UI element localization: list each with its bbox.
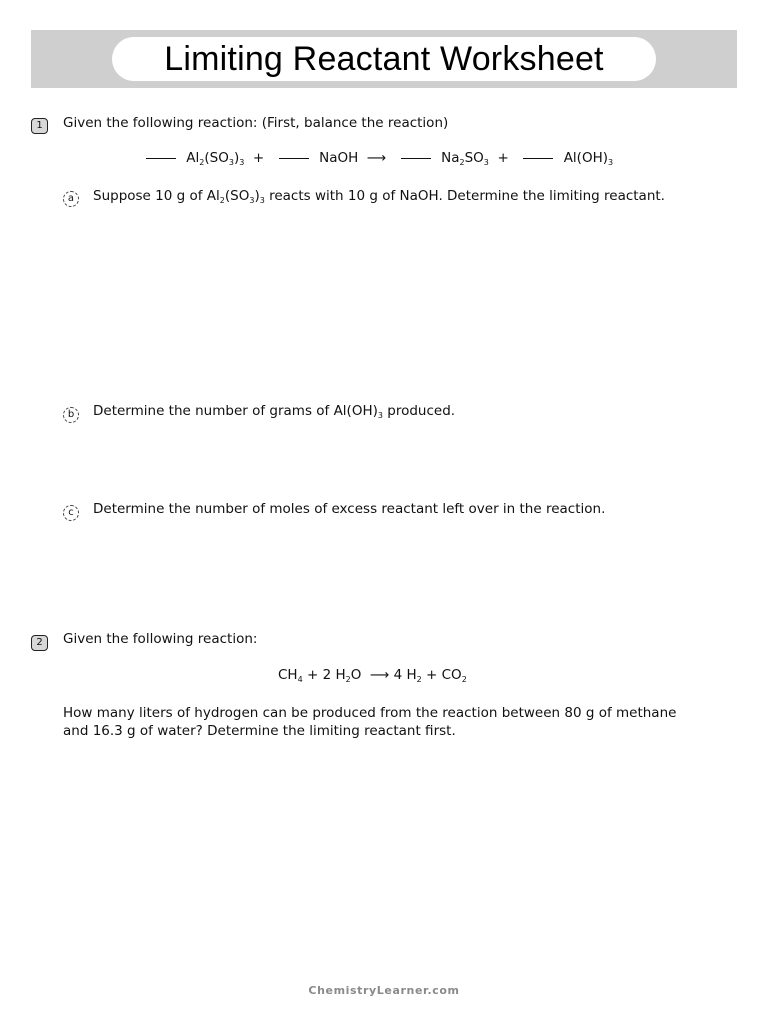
question-2-text-line-2: and 16.3 g of water? Determine the limiting reactant first. <box>63 723 456 739</box>
arrow-icon: ⟶ <box>369 667 390 683</box>
blank-line[interactable] <box>401 158 431 159</box>
question-number-badge: 1 <box>31 118 48 134</box>
footer-credit: ChemistryLearner.com <box>308 984 460 997</box>
question-2-prompt: Given the following reaction: <box>63 631 258 647</box>
page-title: Limiting Reactant Worksheet <box>112 37 656 81</box>
question-2-equation: $CH_4 + 2$ $H_2O$ ⟶ 4 $H_2 + CO_2$ <box>278 667 467 684</box>
sub-question-badge: b <box>63 407 79 423</box>
question-1b-text: Determine the number of grams of $Al(OH)_3$ produced. <box>93 403 456 420</box>
blank-line[interactable] <box>146 158 176 159</box>
sub-question-badge: a <box>63 191 79 207</box>
blank-line[interactable] <box>523 158 553 159</box>
question-2-text-line-1: How many liters of hydrogen can be produced from the reaction between 80 g of methane <box>63 705 677 721</box>
question-1-equation: $Al_2(SO_3)_3$ + NaOH ⟶ $Na_2SO_3$ + $Al(OH)_3$ <box>140 150 613 167</box>
arrow-icon: ⟶ <box>366 150 387 166</box>
question-1-prompt: Given the following reaction: (First, balance the reaction) <box>63 115 449 131</box>
question-number-badge: 2 <box>31 635 48 651</box>
blank-line[interactable] <box>279 158 309 159</box>
sub-question-badge: c <box>63 505 79 521</box>
question-1c-text: Determine the number of moles of excess reactant left over in the reaction. <box>93 501 606 517</box>
question-1a-text: Suppose 10 g of $Al_2(SO_3)_3$ reacts with 10 g of NaOH. Determine the limiting reactant. <box>93 188 665 205</box>
